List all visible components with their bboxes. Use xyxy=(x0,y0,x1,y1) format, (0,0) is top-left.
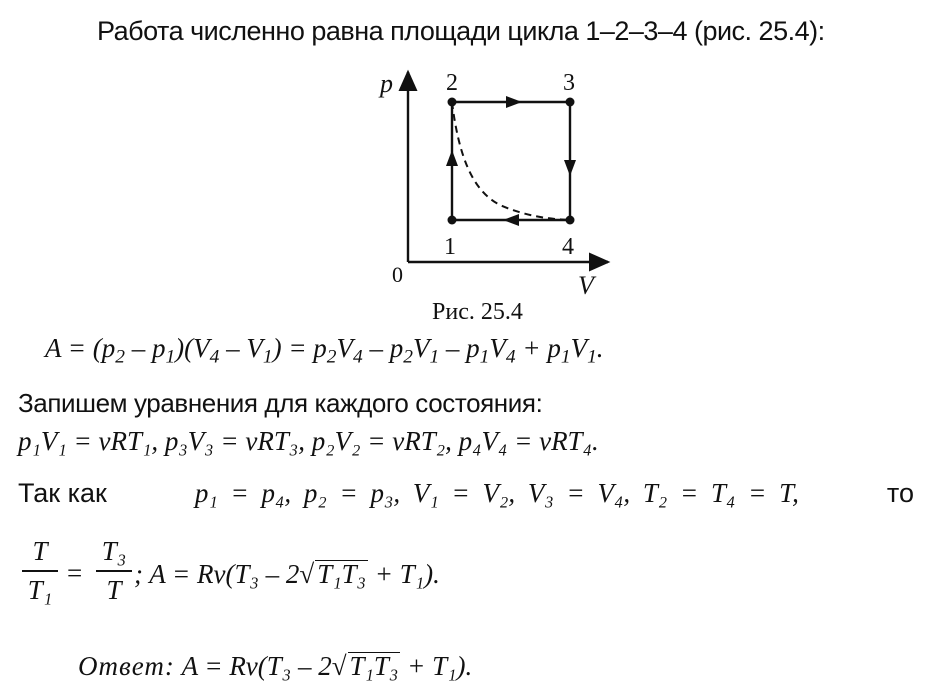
eq-part: – p xyxy=(439,333,480,363)
y-axis-label: p xyxy=(380,69,393,98)
arrow-left-icon xyxy=(503,214,519,226)
eq-sub: 4 xyxy=(505,346,516,368)
eq-part: . xyxy=(596,333,604,363)
origin-label: 0 xyxy=(392,262,403,287)
answer-label: Ответ: xyxy=(78,651,175,681)
sqrt-argument: T₁T₃ xyxy=(317,559,366,589)
figure-caption: Рис. 25.4 xyxy=(432,299,523,325)
since-line xyxy=(18,478,914,512)
sqrt-argument: T₁T₃ xyxy=(349,651,399,681)
pv-diagram xyxy=(0,0,934,330)
ratio-equals: = xyxy=(67,558,83,588)
eq-part: – p xyxy=(124,333,166,363)
eq-part: V xyxy=(570,333,588,363)
ratio-work-expression xyxy=(134,560,440,588)
eq-sub: 1 xyxy=(560,346,571,368)
eq-part: ) = p xyxy=(272,333,327,363)
eq-part: – p xyxy=(362,333,404,363)
eq-part: V xyxy=(412,333,430,363)
since-suffix: то xyxy=(886,478,914,508)
isotherm-curve xyxy=(452,102,570,220)
eq-sub: 4 xyxy=(353,346,363,368)
expr-part: A = Rν(T₃ – 2 xyxy=(181,651,332,681)
eq-sub: 4 xyxy=(209,346,220,368)
state-label-2: 2 xyxy=(446,70,458,96)
work-equation xyxy=(45,333,604,368)
eq-sub: 2 xyxy=(326,346,337,368)
eq-sub: 2 xyxy=(403,346,413,368)
eq-sub: 1 xyxy=(479,346,490,368)
eq-sub: 1 xyxy=(429,346,440,368)
state-label-1: 1 xyxy=(444,234,456,260)
x-axis-label: V xyxy=(578,271,594,300)
answer-line xyxy=(78,652,472,680)
arrow-up-icon xyxy=(446,150,458,166)
expr-part: ; A = Rν(T₃ – 2 xyxy=(134,559,300,589)
arrow-down-icon xyxy=(564,160,576,176)
eq-part: )(V xyxy=(175,333,210,363)
fraction-numerator: T xyxy=(32,536,48,566)
state-point-1 xyxy=(448,216,457,225)
eq-sub: 1 xyxy=(587,346,597,368)
expr-part: + T₁). xyxy=(400,651,473,681)
fraction-bar xyxy=(22,570,58,572)
eq-sub: 2 xyxy=(115,346,125,368)
eq-part: A = (p xyxy=(45,333,116,363)
eq-part: V xyxy=(489,333,506,363)
since-prefix: Так как xyxy=(18,478,107,508)
eq-part: V xyxy=(336,333,354,363)
intro-text: Работа численно равна площади цикла 1–2–3–4 (рис. 25.4): xyxy=(97,16,825,46)
fraction-denominator: T xyxy=(106,574,122,605)
state-point-3 xyxy=(566,98,575,107)
fraction-t-over-t1 xyxy=(22,538,58,604)
eq-sub: 1 xyxy=(262,346,273,368)
fraction-t3-over-t xyxy=(96,538,132,604)
state-label-4: 4 xyxy=(562,234,574,260)
arrow-right-icon xyxy=(506,96,522,108)
since-conditions: p₁ = p₄, p₂ = p₃, V₁ = V₂, V₃ = V₄, T₂ = T₄ = T, xyxy=(194,478,799,508)
state-label-3: 3 xyxy=(563,70,575,96)
fraction-numerator: T₃ xyxy=(101,536,127,566)
eq-part: – V xyxy=(219,333,263,363)
states-equation: p₁V₁ = νRT₁, p₃V₃ = νRT₃, p₂V₂ = νRT₂, p₄V₄ = νRT₄. xyxy=(18,426,599,456)
fraction-bar xyxy=(96,570,132,572)
fraction-denominator: T₁ xyxy=(27,574,53,605)
expr-part: + T₁). xyxy=(368,559,440,589)
state-point-2 xyxy=(448,98,457,107)
sqrt-icon: √ xyxy=(299,559,315,589)
eq-sub: 1 xyxy=(165,346,176,368)
eq-part: + p xyxy=(515,333,561,363)
state-point-4 xyxy=(566,216,575,225)
sqrt-icon: √ xyxy=(331,651,347,681)
states-heading: Запишем уравнения для каждого состояния: xyxy=(18,388,543,418)
